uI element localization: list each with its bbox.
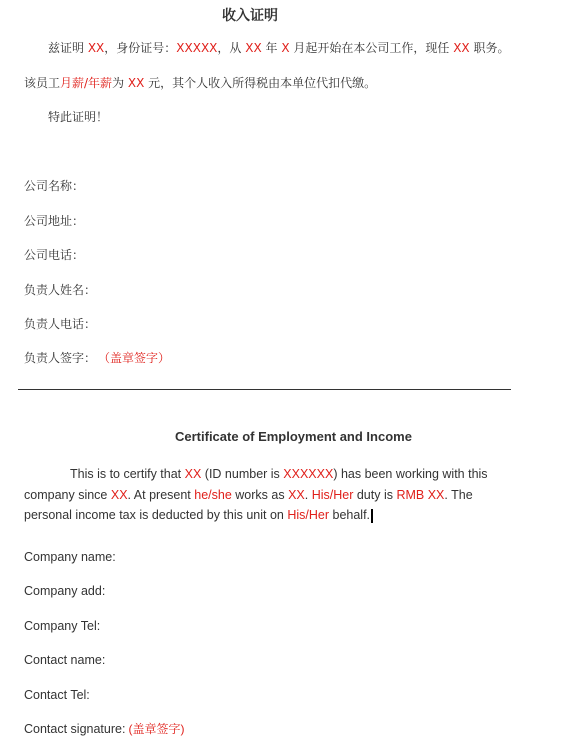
text-cursor (371, 509, 373, 523)
placeholder-text: 月薪/年薪 (60, 76, 113, 90)
cn-seal-note: （盖章签字） (104, 351, 171, 365)
cn-company-tel-label: 公司电话： (24, 248, 85, 262)
cn-contact-signature-row (24, 350, 170, 366)
body-text: ，身份证号： (104, 41, 177, 55)
placeholder-text: RMB XX (396, 487, 445, 502)
en-contact-tel-label: Contact Tel: (24, 688, 90, 702)
cn-contact-signature-label: 负责人签字： (24, 351, 97, 365)
body-text: 年 (261, 41, 282, 55)
cn-title: 收入证明 (222, 8, 278, 24)
placeholder-text: XX (453, 41, 470, 55)
body-text: 月起开始在本公司工作，现任 (289, 41, 454, 55)
placeholder-text: XXXXXX (283, 467, 334, 481)
cn-contact-name-label: 负责人姓名： (24, 283, 97, 297)
cn-company-name-label: 公司名称： (24, 179, 85, 193)
en-paragraph-text (24, 467, 488, 522)
cn-paragraph-1 (48, 40, 509, 56)
cn-contact-tel-label: 负责人电话： (24, 317, 97, 331)
body-text: This is to certify that (70, 467, 185, 481)
body-text: 职务。 (469, 41, 510, 55)
body-text: . (304, 487, 312, 502)
en-contact-signature-label: Contact signature: (24, 722, 126, 736)
cn-paragraph-2 (24, 75, 376, 91)
placeholder-text: X (281, 41, 290, 55)
placeholder-text: His/Her (287, 508, 330, 522)
body-text: 该员工 (24, 76, 61, 90)
placeholder-text: XXXXX (176, 41, 218, 55)
body-text: . At present (127, 487, 195, 502)
body-text: ) has been working with this company since (24, 467, 488, 502)
cn-paragraph-3: 特此证明！ (48, 110, 109, 124)
body-text: ，从 (217, 41, 246, 55)
placeholder-text: he/she (194, 487, 232, 502)
en-company-name-label: Company name: (24, 550, 116, 564)
en-paragraph (24, 464, 494, 526)
placeholder-text: XX (288, 487, 305, 502)
body-text: . The personal income tax is deducted by this unit on (24, 487, 473, 522)
en-title: Certificate of Employment and Income (175, 429, 412, 444)
en-company-tel-label: Company Tel: (24, 619, 101, 633)
body-text: 元，其个人收入所得税由本单位代扣代缴。 (144, 76, 377, 90)
en-contact-name-label: Contact name: (24, 653, 106, 667)
body-text: duty is (353, 487, 397, 502)
body-text: behalf. (329, 508, 371, 522)
body-text: 为 (112, 76, 128, 90)
en-contact-signature-row (24, 719, 184, 740)
section-divider (18, 389, 511, 390)
placeholder-text: XX (110, 487, 128, 502)
body-text: (ID number is (201, 467, 284, 481)
en-company-add-label: Company add: (24, 584, 106, 598)
placeholder-text: XX (87, 41, 105, 55)
placeholder-text: XX (184, 467, 202, 481)
placeholder-text: XX (127, 76, 145, 90)
body-text: 兹证明 (48, 41, 88, 55)
body-text: works as (231, 487, 289, 502)
placeholder-text: His/Her (311, 487, 354, 502)
cn-company-address-label: 公司地址： (24, 214, 85, 228)
placeholder-text: XX (245, 41, 262, 55)
en-seal-note: (盖章签字) (128, 722, 185, 736)
